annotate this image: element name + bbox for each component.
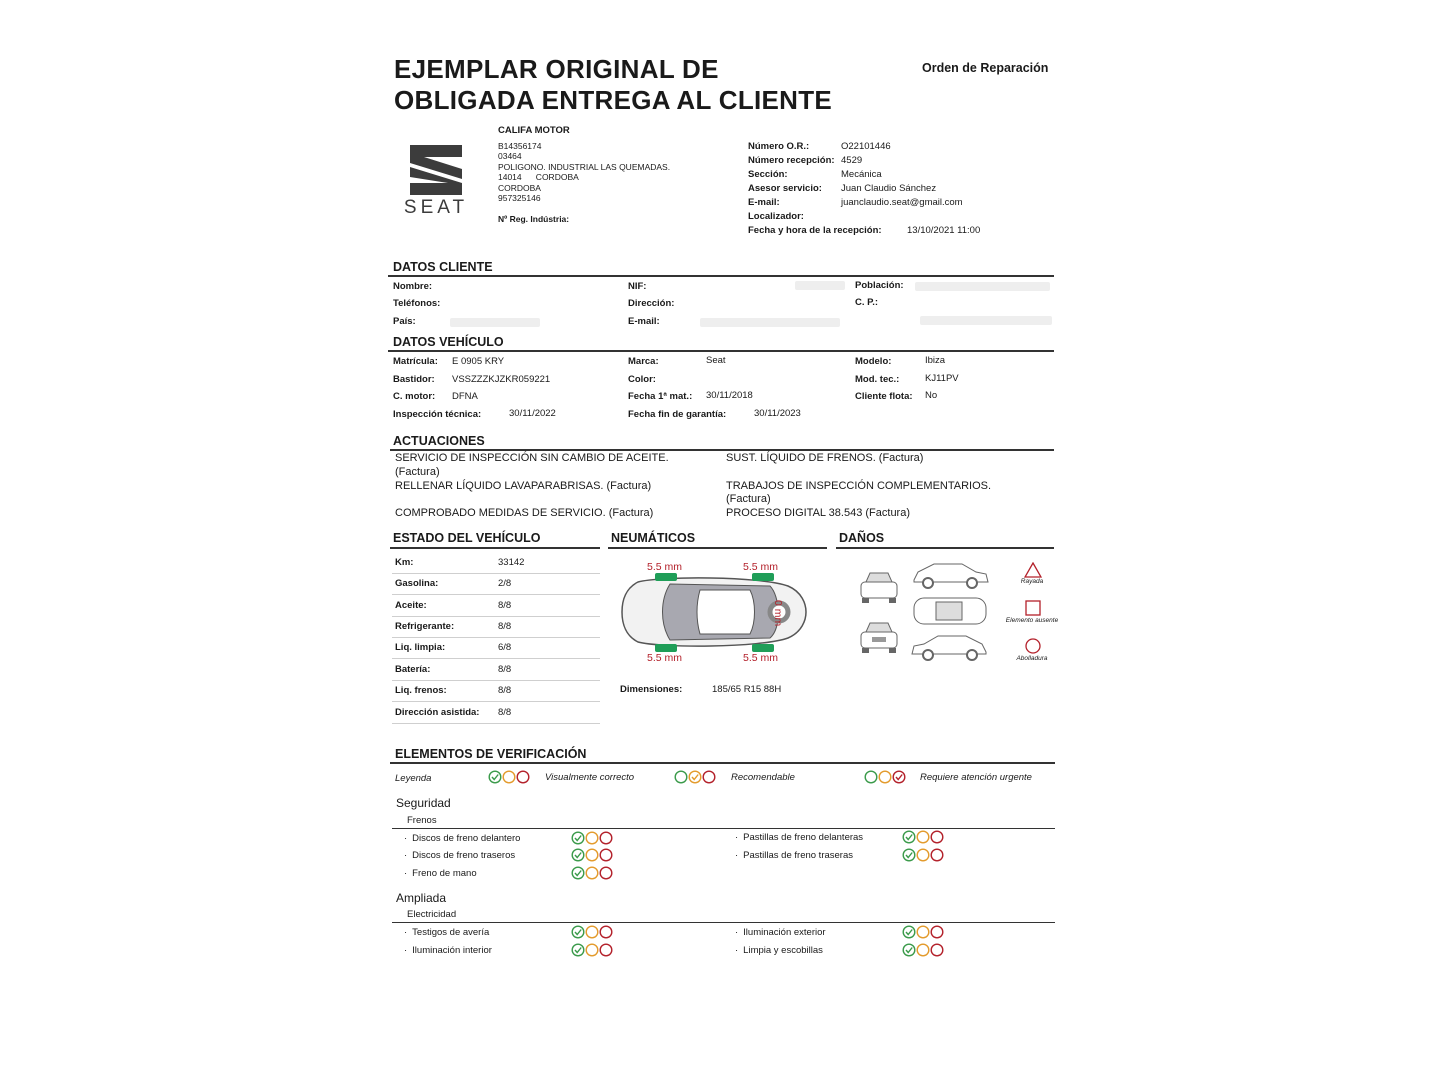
check-item: · Limpia y escobillas [735,945,823,956]
asesor-label: Asesor servicio: [748,183,822,194]
color-label: Color: [628,374,656,385]
seguridad-category: Seguridad [396,796,451,810]
numero-or-value: O22101446 [841,141,891,152]
estado-value: 8/8 [498,621,512,632]
check-status-circles-icon [571,943,613,957]
check-status-circles-icon [571,848,613,862]
fecha-mat-label: Fecha 1ª mat.: [628,391,693,402]
rayada-label: Rayada [1020,578,1044,585]
tire-front-left-icon [655,573,677,581]
actuacion-item: SERVICIO DE INSPECCIÓN SIN CAMBIO DE ACEITE. [395,452,669,464]
dealer-reg-label: Nº Reg. Indústria: [498,213,570,224]
estado-row [392,637,600,659]
section-divider [836,547,1054,549]
redacted-field [920,316,1052,325]
document-title [394,54,832,116]
abolladura-label: Abolladura [1016,655,1048,662]
electricidad-subcategory: Electricidad [407,909,457,920]
estado-value: 8/8 [498,664,512,675]
ampliada-category: Ampliada [396,891,447,905]
actuacion-item: PROCESO DIGITAL 38.543 (Factura) [726,507,911,519]
check-status-circles-icon [571,866,613,880]
fecha-mat-value: 30/11/2018 [706,390,753,401]
tire-front-right-icon [752,573,774,581]
estado-label: Gasolina: [395,578,439,589]
seat-logo-text: SEAT [403,197,469,218]
dealer-line: CORDOBA [498,182,541,193]
actuacion-item: TRABAJOS DE INSPECCIÓN COMPLEMENTARIOS. [726,480,992,492]
check-item: · Discos de freno traseros [404,850,515,861]
garantia-value: 30/11/2023 [754,408,801,419]
car-top-small-icon [910,594,990,633]
tire-front-right-depth: 5.5 mm [743,561,779,573]
actuacion-item: (Factura) [726,493,771,505]
cp-label: C. P.: [855,297,879,308]
fecha-recepcion-label: Fecha y hora de la recepción: [748,225,882,236]
check-status-circles-icon [902,848,944,862]
estado-value: 2/8 [498,578,512,589]
cmotor-value: DFNA [452,391,478,402]
section-divider [390,762,1055,764]
legend-urgent-label: Requiere atención urgente [920,772,1032,783]
estado-label: Liq. limpia: [395,642,446,653]
check-status-circles-icon [571,925,613,939]
actuaciones-title: ACTUACIONES [393,434,485,448]
estado-value: 8/8 [498,600,512,611]
legend-recommended-circles-icon [674,770,716,784]
dealer-line: B14356174 [498,140,542,151]
email-label: E-mail: [748,197,780,208]
car-right-side-icon [910,560,990,595]
legend-recommended-label: Recomendable [731,772,795,783]
bastidor-value: VSSZZZKJZKR059221 [452,374,551,385]
redacted-field [915,282,1050,291]
elemento-ausente-label: Elemento ausente [1005,617,1059,624]
check-status-circles-icon [571,831,613,845]
nif-label: NIF: [628,281,647,292]
subcategory-divider [392,922,1055,923]
danos-title: DAÑOS [839,531,885,545]
dealer-line: 03464 [498,151,522,161]
estado-row [392,595,600,617]
document-type: Orden de Reparación [922,61,1049,75]
redacted-field [700,318,840,327]
estado-label: Liq. frenos: [395,685,447,696]
neumaticos-title: NEUMÁTICOS [611,531,696,545]
modelo-label: Modelo: [855,356,892,367]
section-divider [608,547,827,549]
itv-label: Inspección técnica: [393,409,482,420]
check-item: · Iluminación exterior [735,927,826,938]
tire-rear-left-icon [655,644,677,652]
cmotor-label: C. motor: [393,391,436,402]
seccion-label: Sección: [748,169,788,180]
check-status-circles-icon [902,925,944,939]
bastidor-label: Bastidor: [393,374,435,385]
garantia-label: Fecha fin de garantía: [628,409,727,420]
check-item: · Discos de freno delantero [404,833,520,844]
tire-front-left-depth: 5.5 mm [647,561,683,573]
modtec-label: Mod. tec.: [855,374,900,385]
asesor-value: Juan Claudio Sánchez [841,183,937,194]
frenos-subcategory: Frenos [407,815,437,826]
dimensiones-value: 185/65 R15 88H [712,684,782,695]
marca-label: Marca: [628,356,659,367]
legend-urgent-circles-icon [864,770,906,784]
dealer-info [498,126,670,224]
estado-row [392,552,600,574]
datos-vehiculo-title: DATOS VEHÍCULO [393,335,504,349]
estado-row [392,573,600,595]
legend-label: Leyenda [395,773,432,784]
tire-rear-right-depth: 5.5 mm [743,652,779,664]
check-item: · Testigos de avería [404,927,489,938]
estado-label: Refrigerante: [395,621,455,632]
section-divider [388,350,1054,352]
spare-tire-depth: 0 mm [772,600,784,627]
check-item: · Pastillas de freno traseras [735,850,853,861]
section-divider [390,449,1054,451]
matricula-value: E 0905 KRY [452,356,505,367]
actuacion-item: (Factura) [395,466,440,478]
estado-row [392,680,600,702]
estado-value: 8/8 [498,685,512,696]
localizador-label: Localizador: [748,211,804,222]
estado-value: 6/8 [498,642,512,653]
estado-value: 8/8 [498,707,512,718]
dealer-line: 14014 CORDOBA [498,172,579,182]
actuacion-item: RELLENAR LÍQUIDO LAVAPARABRISAS. (Factura) [395,480,652,492]
check-status-circles-icon [902,830,944,844]
estado-row [392,702,600,724]
estado-value: 33142 [498,557,525,568]
estado-label: Aceite: [395,600,427,611]
marca-value: Seat [706,355,726,366]
tire-rear-right-icon [752,644,774,652]
email-value: juanclaudio.seat@gmail.com [841,197,963,208]
fecha-recepcion-value: 13/10/2021 11:00 [907,225,981,236]
verificacion-title: ELEMENTOS DE VERIFICACIÓN [395,747,587,761]
estado-title: ESTADO DEL VEHÍCULO [393,531,541,545]
itv-value: 30/11/2022 [509,408,556,419]
car-rear-view-icon [858,620,900,659]
poblacion-label: Población: [855,280,904,291]
subcategory-divider [392,828,1055,829]
datos-cliente-title: DATOS CLIENTE [393,260,493,274]
actuacion-item: COMPROBADO MEDIDAS DE SERVICIO. (Factura) [395,507,654,519]
numero-or-label: Número O.R.: [748,141,810,152]
car-left-side-icon [910,632,990,667]
check-status-circles-icon [902,943,944,957]
flota-label: Cliente flota: [855,391,913,402]
estado-label: Dirección asistida: [395,707,480,718]
estado-label: Km: [395,557,414,568]
dealer-line: POLIGONO. INDUSTRIAL LAS QUEMADAS. [498,161,671,172]
redacted-field [450,318,540,327]
title-line-1: EJEMPLAR ORIGINAL DE [394,54,719,84]
telefonos-label: Teléfonos: [393,298,441,309]
redacted-field [795,281,845,290]
seccion-value: Mecánica [841,169,882,180]
pais-label: País: [393,316,416,327]
title-line-2: OBLIGADA ENTREGA AL CLIENTE [394,85,833,115]
dealer-name: CALIFA MOTOR [498,125,570,136]
section-divider [388,275,1054,277]
section-divider [390,547,600,549]
direccion-label: Dirección: [628,298,675,309]
legend-correct-circles-icon [488,770,530,784]
estado-label: Batería: [395,664,431,675]
car-front-view-icon [858,570,900,609]
estado-row [392,616,600,638]
numero-recepcion-label: Número recepción: [748,155,835,166]
matricula-label: Matrícula: [393,356,438,367]
estado-row [392,659,600,681]
tire-rear-left-depth: 5.5 mm [647,652,683,664]
numero-recepcion-value: 4529 [841,155,863,166]
dealer-line: 957325146 [498,193,541,203]
email-cliente-label: E-mail: [628,316,660,327]
modtec-value: KJ11PV [925,373,959,384]
modelo-value: Ibiza [925,355,946,366]
dimensiones-label: Dimensiones: [620,684,683,695]
actuacion-item: SUST. LÍQUIDO DE FRENOS. (Factura) [726,452,924,464]
check-item: · Pastillas de freno delanteras [735,832,863,843]
nombre-label: Nombre: [393,281,433,292]
check-item: · Iluminación interior [404,945,492,956]
check-item: · Freno de mano [404,868,477,879]
legend-correct-label: Visualmente correcto [545,772,635,783]
flota-value: No [925,390,938,401]
